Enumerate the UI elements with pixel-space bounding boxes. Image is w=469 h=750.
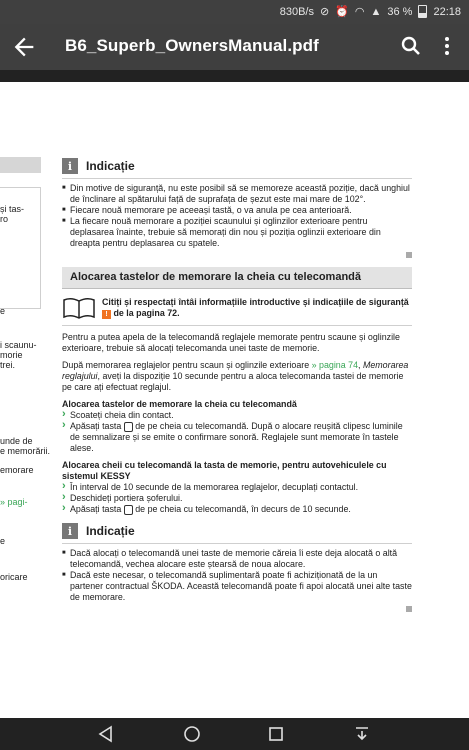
fragment-text: morie (0, 350, 23, 360)
paragraph-text: , aveți la dispoziție 10 secunde pentru a aloca telecomanda tastei de memorie pe care ați efectuat reglajul. (62, 371, 404, 392)
step (62, 504, 412, 515)
mute-icon: ⊘ (319, 6, 330, 18)
note-bullets (62, 183, 412, 249)
step-text: Apăsați tasta (70, 421, 122, 431)
fragment-prefix: » (0, 497, 8, 507)
divider (62, 178, 412, 179)
end-marker-icon (406, 606, 412, 612)
fragment-text: e (0, 536, 6, 546)
more-options-icon[interactable] (435, 34, 459, 58)
fragment-text: emorare (0, 465, 34, 475)
note-bullet: ■ Fiecare nouă memorare pe aceeași tastă, o va anula pe cea anterioară. (62, 205, 412, 216)
viewer-background (0, 70, 469, 82)
fragment-text: e (0, 306, 6, 316)
note-bullet: ■ Dacă este necesar, o telecomandă suplimentară poate fi achiziționată de la un partener contractual ŠKODA. Această telecomandă poate fi apoi alocată unei alte taste de memorare. (62, 570, 412, 603)
paragraph: Pentru a putea apela de la telecomandă reglajele memorate pentru scaune și oglinzile exterioare, trebuie să alocați telecomanda unei taste de memorie. (62, 332, 400, 353)
step: › Scoateți cheia din contact. (62, 410, 412, 421)
note-title: Indicație (86, 158, 135, 173)
notification-pull-icon[interactable] (352, 724, 372, 744)
fragment-text: ro (0, 214, 9, 224)
previous-page-fragment (0, 82, 51, 718)
italic-ref: Memorarea reglajului (62, 360, 409, 381)
note-bullet: ■ Dacă alocați o telecomandă unei taste de memorie căreia îi este deja alocată o altă telecomandă, vechea alocare este ștearsă de noua alocare. (62, 548, 412, 570)
signal-icon: ▲ (370, 5, 382, 18)
document-title: B6_Superb_OwnersManual.pdf (65, 36, 319, 55)
subheading: Alocarea cheii cu telecomandă la tasta de memorie, pentru autovehiculele cu sistemul KESSY (62, 460, 387, 481)
page-content (62, 82, 412, 612)
alarm-icon: ⏰ (335, 6, 349, 18)
fragment-text: și tas- (0, 204, 25, 214)
battery-percent: 36 % (387, 5, 413, 18)
note-header (62, 521, 412, 541)
wifi-icon: ◠ (354, 6, 365, 18)
home-circle-icon[interactable] (182, 724, 202, 744)
clock: 22:18 (433, 5, 461, 18)
fragment-text (0, 497, 28, 507)
open-book-icon (62, 297, 96, 319)
network-speed: 830B/s (279, 5, 314, 18)
paragraph (62, 360, 412, 393)
note-bullet: ■ Din motive de siguranță, nu este posibil să se memoreze această poziție, dacă unghiul de înclinare al spătarului față de suprafața de șezut este mai mare de 102°. (62, 183, 412, 205)
fragment-link[interactable]: pagi- (7, 497, 28, 507)
step: › Deschideți portiera șoferului. (62, 493, 412, 504)
battery-icon (418, 5, 427, 18)
divider (62, 325, 412, 326)
back-arrow-icon[interactable] (10, 33, 38, 61)
pdf-page[interactable] (0, 82, 469, 718)
step: › În interval de 10 secunde de la memorarea reglajelor, decuplați contactul. (62, 482, 412, 493)
note-bullet: ■ La fiecare nouă memorare a poziției scaunului și oglinzilor exterioare pentru deplasarea înainte, trebuie să memorați din nou și poziția oglinzii exterioare din dreapta pentru deplasarea cu spatele. (62, 216, 412, 249)
step-text: Apăsați tasta (70, 504, 122, 514)
section-heading: Alocarea tastelor de memorare la cheia cu telecomandă (62, 267, 412, 289)
key-button-icon (124, 422, 133, 432)
fragment-header-bar (0, 157, 41, 173)
fragment-text: oricare (0, 572, 28, 582)
paragraph-text: După memorarea reglajelor pentru scaun și oglinzile exterioare (62, 360, 310, 370)
note-bullets (62, 548, 412, 603)
subheading: Alocarea tastelor de memorare la cheia cu telecomandă (62, 399, 297, 409)
key-button-icon (124, 505, 133, 515)
step (62, 421, 412, 454)
app-bar (0, 24, 469, 70)
notice-page-ref[interactable]: de la pagina 72. (113, 308, 180, 318)
system-nav-bar (0, 718, 469, 750)
end-marker-icon (406, 252, 412, 258)
notice-text: Citiți și respectați întâi informațiile introductive și indicațiile de siguranță (102, 297, 409, 307)
note-title: Indicație (86, 523, 135, 538)
fragment-text: unde de (0, 436, 33, 446)
divider (62, 543, 412, 544)
note-header (62, 156, 412, 176)
warning-icon: ! (102, 310, 111, 319)
search-icon[interactable] (399, 34, 423, 58)
status-bar (0, 0, 469, 24)
fragment-text: e memorării. (0, 446, 51, 456)
step-text: de pe cheia cu telecomandă. După o alocare reușită clipesc luminile de semnalizare și se emite o confirmare sonoră. Reglajele sunt memorate în tastele alese. (70, 421, 403, 453)
fragment-text: i scaunu- (0, 340, 37, 350)
back-triangle-icon[interactable] (96, 724, 116, 744)
info-icon: i (62, 158, 78, 174)
page-link[interactable]: » pagina 74 (311, 360, 359, 370)
fragment-text: trei. (0, 360, 16, 370)
paragraph-text: , (358, 360, 363, 370)
step-text: de pe cheia cu telecomandă, în decurs de 10 secunde. (135, 504, 351, 514)
recents-square-icon[interactable] (266, 724, 286, 744)
info-icon: i (62, 523, 78, 539)
read-first-notice (62, 297, 412, 319)
